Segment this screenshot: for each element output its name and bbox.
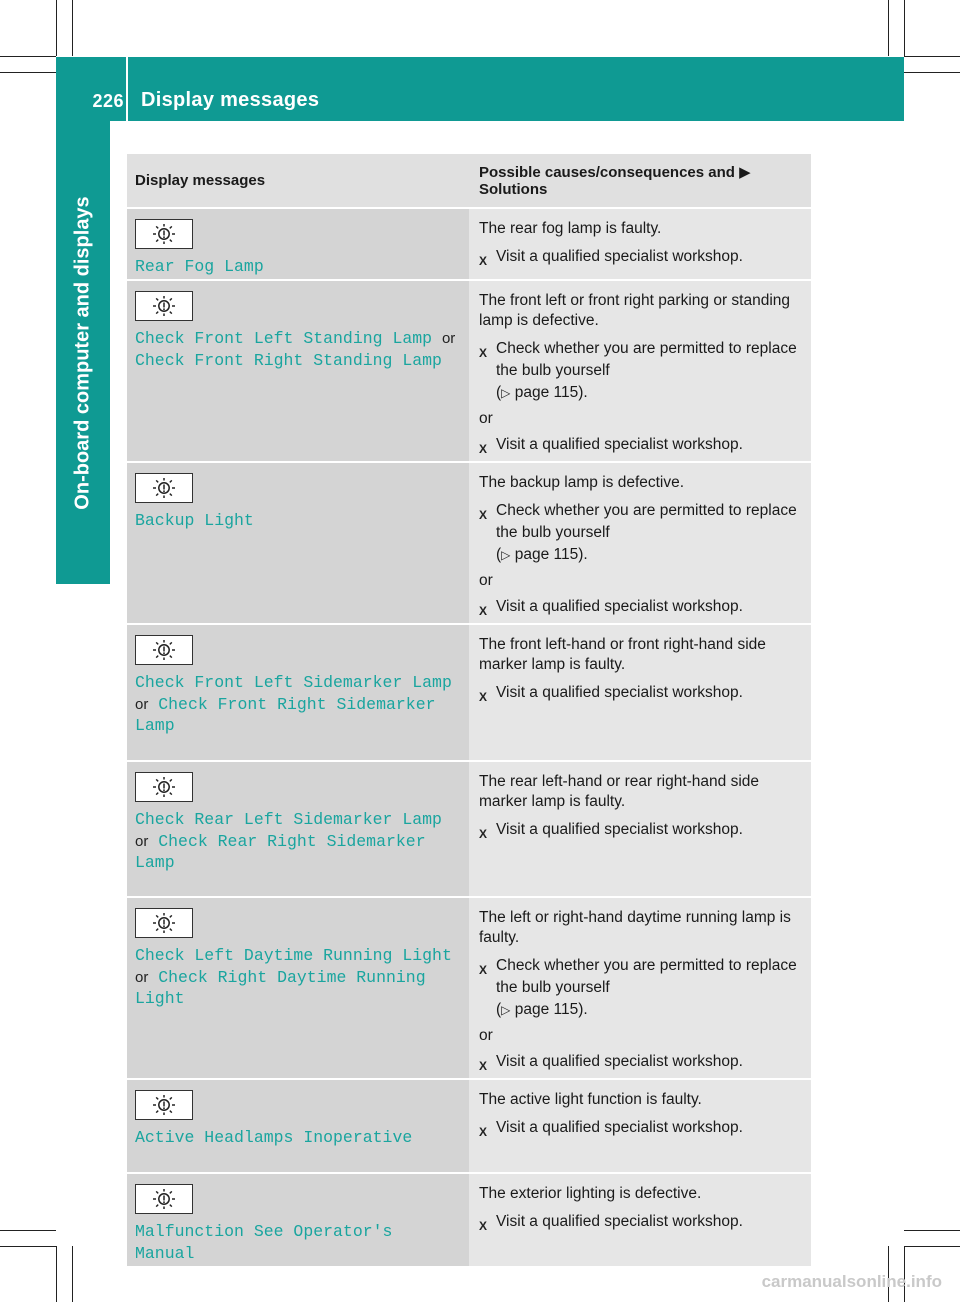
display-message-text (135, 328, 461, 371)
cause-description: The active light function is faulty. (479, 1091, 702, 1108)
or-connector: or (135, 968, 149, 986)
page-number: 226 (92, 91, 124, 111)
display-message: Check Left Daytime Running Light (135, 946, 452, 965)
column-header-solutions-text: Solutions (479, 181, 548, 198)
header-divider (126, 57, 128, 121)
crop-mark (904, 1230, 960, 1231)
crop-mark (904, 72, 960, 73)
page-reference-text: page 115). (514, 384, 588, 401)
page-ref-arrow-icon: ▷ (501, 386, 511, 400)
crop-mark (904, 1246, 960, 1247)
display-message-cell (127, 1174, 469, 1268)
cause-description: The rear fog lamp is faulty. (479, 220, 662, 237)
lamp-bulb-icon (135, 772, 193, 802)
solution-arrow-icon: ▶ (739, 164, 751, 181)
display-message-cell (127, 209, 469, 281)
or-separator: or (479, 410, 493, 427)
display-message-text (135, 1221, 461, 1264)
solution-step (479, 434, 803, 456)
solution-step-text: Visit a qualified specialist workshop. (496, 436, 743, 453)
step-arrow-icon: X (479, 1125, 488, 1139)
solution-step-text: Visit a qualified specialist workshop. (496, 598, 743, 615)
display-message: Check Right Daytime Running Light (135, 967, 426, 1008)
page-ref-arrow-icon: ▷ (501, 548, 511, 562)
solution-step (479, 819, 803, 841)
section-title: Display messages (141, 89, 320, 111)
or-separator: or (479, 1027, 493, 1044)
solution-step-text: Visit a qualified specialist workshop. (496, 684, 743, 701)
step-arrow-icon: X (479, 346, 488, 360)
solution-step-text: Visit a qualified specialist workshop. (496, 248, 743, 265)
display-message-text (135, 256, 461, 278)
solution-step-text: Visit a qualified specialist workshop. (496, 1119, 743, 1136)
cause-description: The rear left-hand or rear right-hand side marker lamp is faulty. (479, 773, 760, 810)
crop-mark (904, 0, 905, 56)
solution-step (479, 338, 803, 404)
crop-mark (0, 1230, 56, 1231)
solution-step-text: Check whether you are permitted to replace the bulb yourself (496, 340, 797, 379)
crop-mark (56, 1246, 57, 1302)
causes-solutions-cell (469, 463, 811, 625)
column-header-display-messages: Display messages (127, 154, 469, 209)
lamp-bulb-icon (135, 219, 193, 249)
step-arrow-icon: X (479, 827, 488, 841)
solution-step (479, 1211, 803, 1233)
cause-description: The front left-hand or front right-hand side marker lamp is faulty. (479, 636, 766, 673)
step-arrow-icon: X (479, 1219, 488, 1233)
causes-solutions-cell (469, 625, 811, 762)
page-reference[interactable]: (▷ page 115). (496, 1001, 588, 1018)
solution-step-text: Check whether you are permitted to replace the bulb yourself (496, 957, 797, 996)
crop-mark (0, 72, 56, 73)
cause-description: The backup lamp is defective. (479, 474, 685, 491)
table-row (127, 1174, 811, 1268)
lamp-bulb-icon (135, 473, 193, 503)
causes-solutions-cell (469, 762, 811, 898)
display-message-text (135, 945, 461, 1010)
crop-mark (904, 56, 960, 57)
display-message: Check Front Right Standing Lamp (135, 350, 442, 370)
display-message-cell (127, 463, 469, 625)
display-message: Rear Fog Lamp (135, 257, 264, 276)
solution-step-text: Visit a qualified specialist workshop. (496, 1053, 743, 1070)
solution-step (479, 682, 803, 704)
display-message-text (135, 672, 461, 737)
solution-step-text: Visit a qualified specialist workshop. (496, 1213, 743, 1230)
causes-solutions-cell (469, 1174, 811, 1268)
display-message-cell (127, 762, 469, 898)
display-message-cell (127, 281, 469, 463)
causes-solutions-cell (469, 281, 811, 463)
step-arrow-icon: X (479, 442, 488, 456)
table-row (127, 898, 811, 1080)
table-row (127, 463, 811, 625)
display-message: Check Rear Left Sidemarker Lamp (135, 810, 442, 829)
chapter-title: On-board computer and displays (71, 196, 94, 510)
crop-mark (56, 0, 57, 56)
solution-step (479, 500, 803, 566)
page-header (56, 57, 904, 121)
step-arrow-icon: X (479, 963, 488, 977)
step-arrow-icon: X (479, 690, 488, 704)
lamp-bulb-icon (135, 291, 193, 321)
crop-mark (888, 0, 889, 56)
display-message: Check Front Left Sidemarker Lamp (135, 673, 452, 692)
solution-step (479, 955, 803, 1021)
display-message-cell (127, 898, 469, 1080)
chapter-side-tab (56, 121, 110, 584)
display-message: Malfunction See Operator's Manual (135, 1222, 393, 1263)
solution-step (479, 246, 803, 268)
cause-description: The front left or front right parking or standing lamp is defective. (479, 292, 791, 329)
display-message-text (135, 809, 461, 874)
display-message: Active Headlamps Inoperative (135, 1128, 413, 1147)
step-arrow-icon: X (479, 508, 488, 522)
cause-description: The exterior lighting is defective. (479, 1185, 702, 1202)
step-arrow-icon: X (479, 604, 488, 618)
column-header-causes-text: Possible causes/consequences and (479, 164, 735, 181)
page-reference[interactable]: (▷ page 115). (496, 546, 588, 563)
display-message: Backup Light (135, 511, 254, 530)
causes-solutions-cell (469, 209, 811, 281)
cause-description: The left or right-hand daytime running lamp is faulty. (479, 909, 791, 946)
column-header-causes-solutions (469, 154, 811, 209)
display-message: Check Front Left Standing Lamp (135, 329, 433, 348)
causes-solutions-cell (469, 1080, 811, 1174)
step-arrow-icon: X (479, 254, 488, 268)
display-message-cell (127, 1080, 469, 1174)
crop-mark (72, 1246, 73, 1302)
solution-step (479, 1051, 803, 1073)
page-reference[interactable]: (▷ page 115). (496, 384, 588, 401)
crop-mark (0, 1246, 56, 1247)
causes-solutions-cell (469, 898, 811, 1080)
table-row (127, 209, 811, 281)
table-header-row (127, 154, 811, 209)
or-separator: or (479, 572, 493, 589)
or-connector: or (135, 832, 149, 850)
crop-mark (72, 0, 73, 56)
display-message: Check Rear Right Sidemarker Lamp (135, 831, 426, 872)
or-connector: or (441, 330, 456, 347)
table-row (127, 1080, 811, 1174)
solution-step (479, 596, 803, 618)
solution-step-text: Check whether you are permitted to replace the bulb yourself (496, 502, 797, 541)
display-message-text (135, 1127, 461, 1149)
lamp-bulb-icon (135, 635, 193, 665)
watermark: carmanualsonline.info (761, 1272, 942, 1291)
table-row (127, 281, 811, 463)
table-row (127, 625, 811, 762)
display-message: Check Front Right Sidemarker Lamp (135, 694, 436, 735)
lamp-bulb-icon (135, 1090, 193, 1120)
solution-step (479, 1117, 803, 1139)
step-arrow-icon: X (479, 1059, 488, 1073)
display-message-text (135, 510, 461, 532)
or-connector: or (135, 695, 149, 713)
page-ref-arrow-icon: ▷ (501, 1003, 511, 1017)
table-row (127, 762, 811, 898)
page-reference-text: page 115). (514, 1001, 588, 1018)
display-messages-table (127, 154, 811, 1268)
lamp-bulb-icon (135, 908, 193, 938)
lamp-bulb-icon (135, 1184, 193, 1214)
crop-mark (0, 56, 56, 57)
solution-step-text: Visit a qualified specialist workshop. (496, 821, 743, 838)
page-reference-text: page 115). (514, 546, 588, 563)
display-message-cell (127, 625, 469, 762)
